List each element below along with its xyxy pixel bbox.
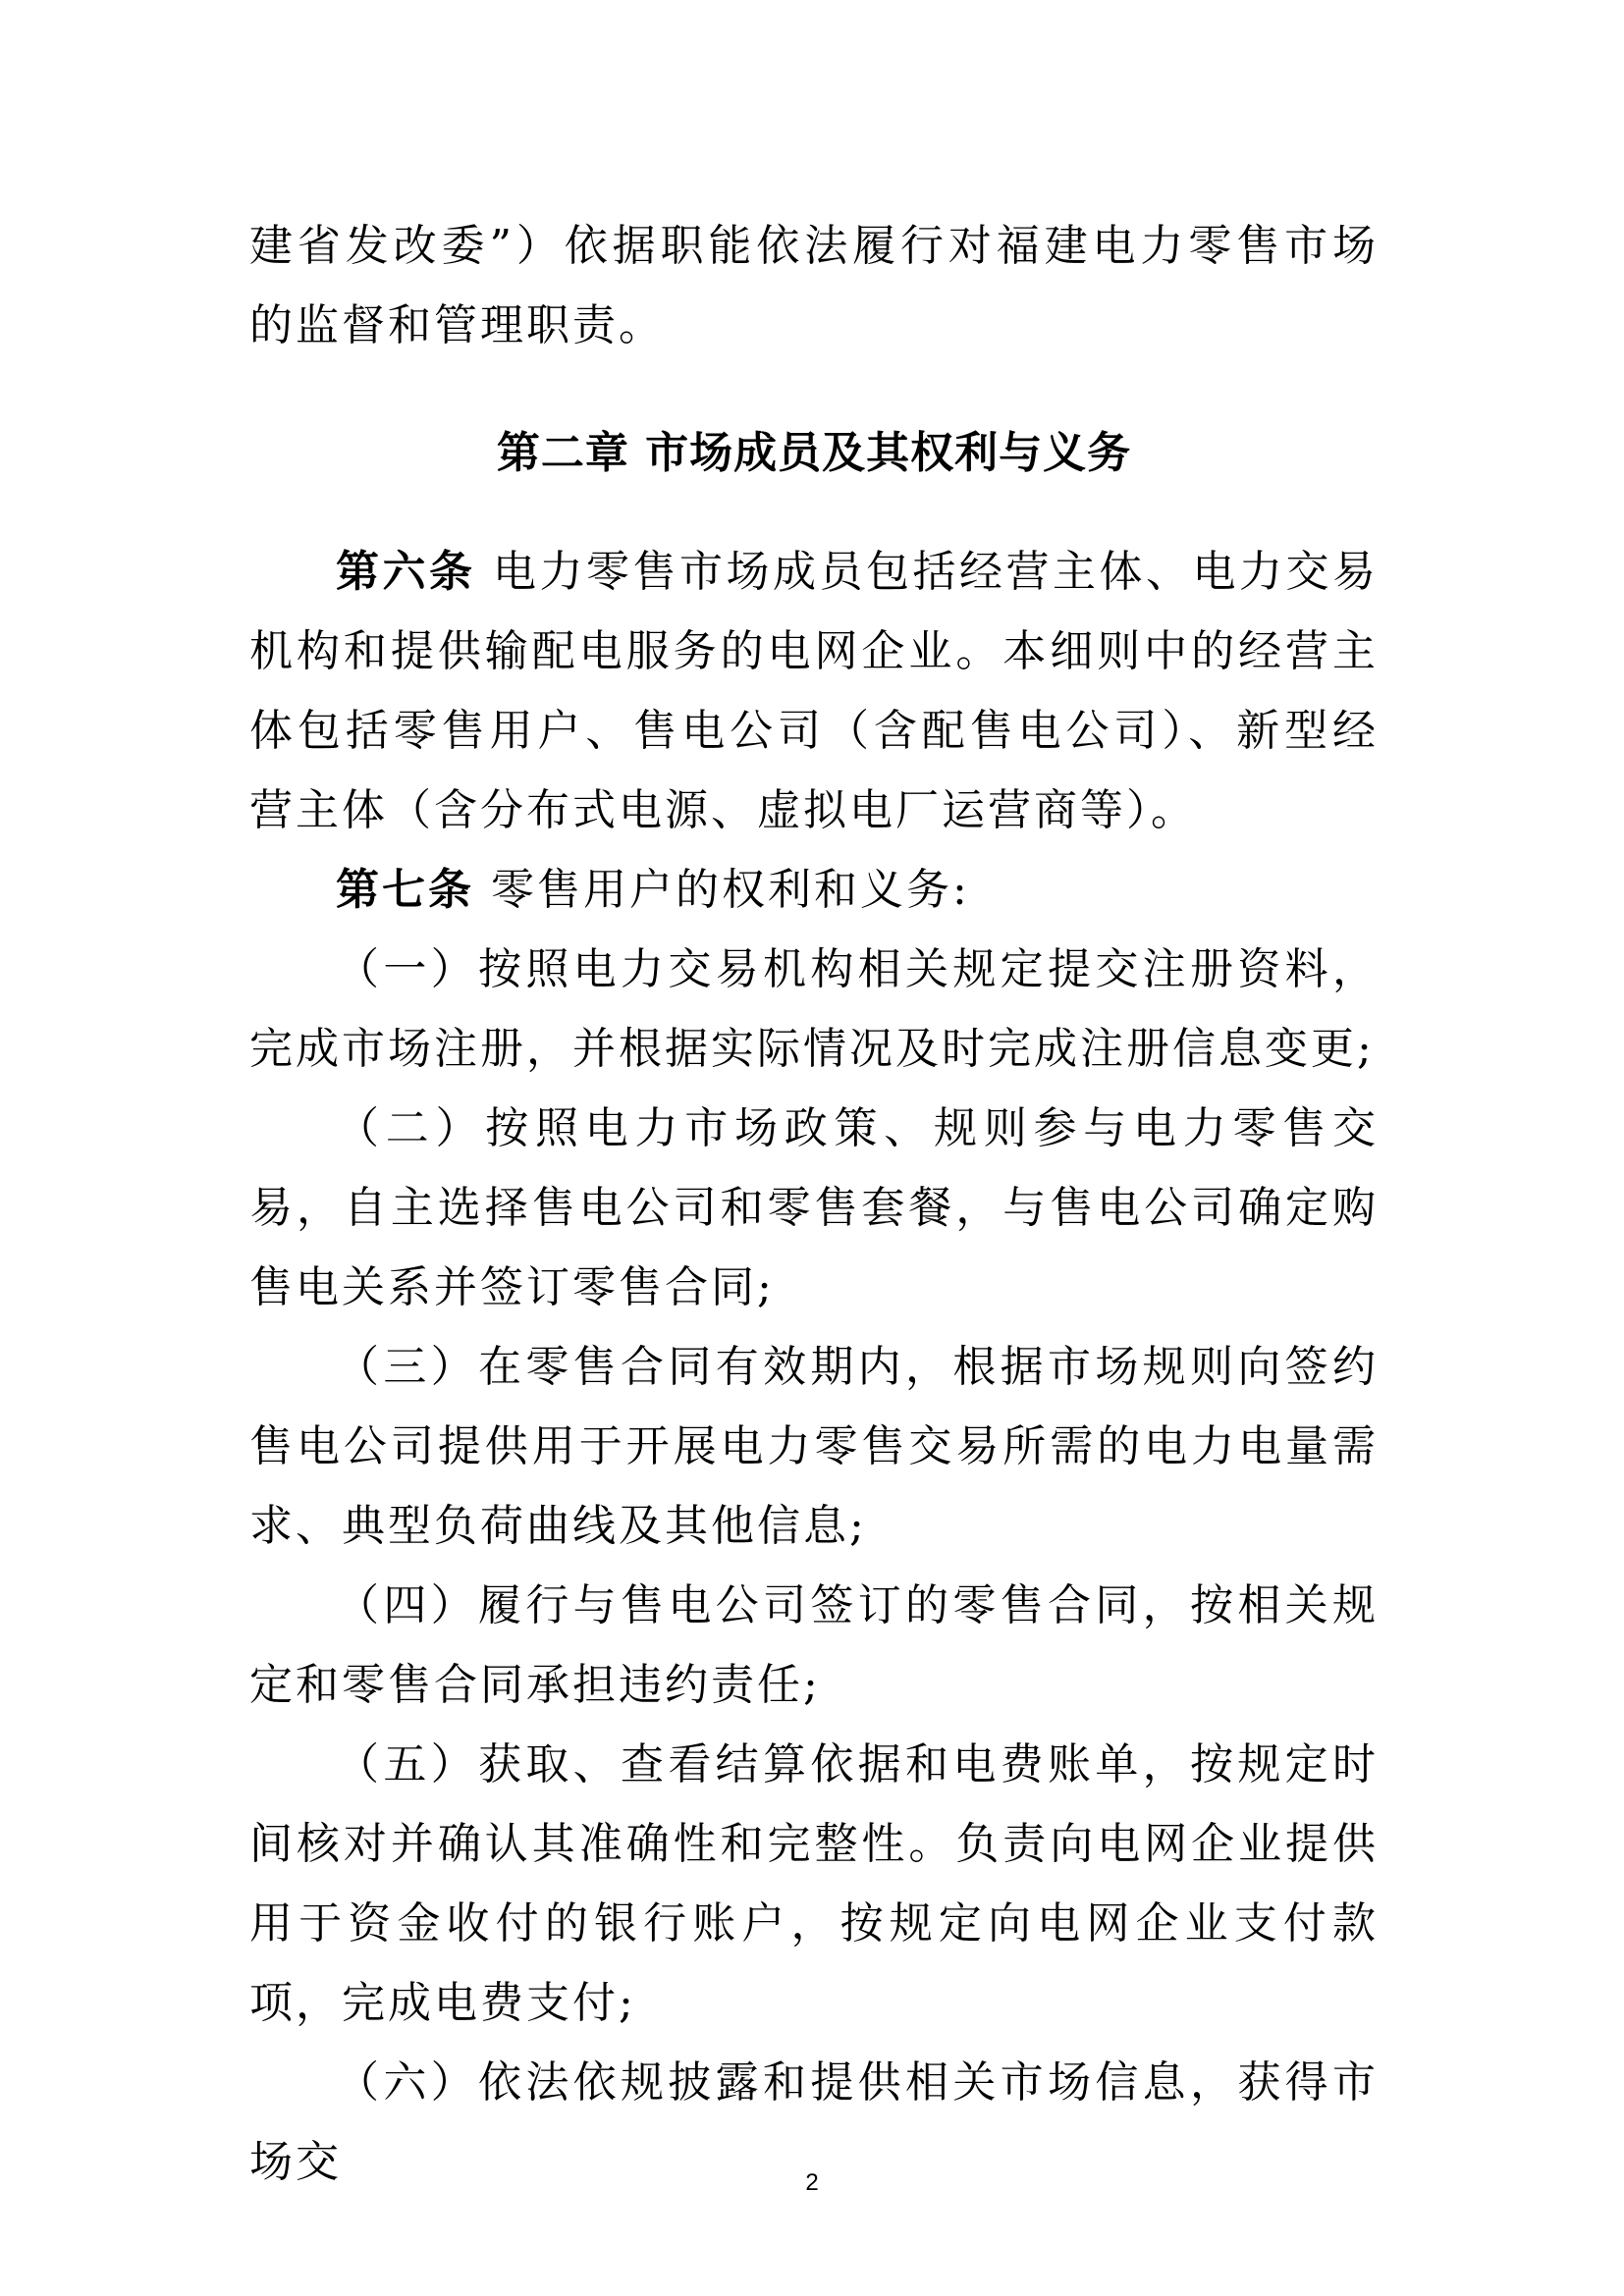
list-item: （四）履行与售电公司签订的零售合同，按相关规定和零售合同承担违约责任; (249, 1580, 1379, 1710)
list-item: （一）按照电力交易机构相关规定提交注册资料，完成市场注册，并根据实际情况及时完成注册信息变更; (249, 944, 1379, 1074)
list-item: （二）按照电力市场政策、规则参与电力零售交易，自主选择售电公司和零售套餐，与售电公司确定购售电关系并签订零售合同; (249, 1103, 1379, 1312)
article-7-label: 第七条 (336, 865, 474, 915)
list-item: （五）获取、查看结算依据和电费账单，按规定时间核对并确认其准确性和完整性。负责向电网企业提供用于资金收付的银行账户，按规定向电网企业支付款项，完成电费支付; (249, 1739, 1379, 2028)
article-6 (249, 532, 1379, 850)
document-page (249, 206, 1379, 2202)
list-item: （三）在零售合同有效期内，根据市场规则向签约售电公司提供用于开展电力零售交易所需的电力电量需求、典型负荷曲线及其他信息; (249, 1342, 1379, 1551)
chapter-title: 第二章 市场成员及其权利与义务 (496, 428, 1132, 478)
page-number: 2 (805, 2169, 819, 2196)
article-7 (249, 850, 1379, 930)
intro-paragraph: 建省发改委”）依据职能依法履行对福建电力零售市场的监督和管理职责。 (249, 221, 1379, 350)
article-6-label: 第六条 (336, 547, 476, 597)
article-6-text: 电力零售市场成员包括经营主体、电力交易机构和提供输配电服务的电网企业。本细则中的经营主体包括零售用户、售电公司（含配售电公司）、新型经营主体（含分布式电源、虚拟电厂运营商等）。 (249, 547, 1379, 835)
article-7-text: 零售用户的权利和义务: (474, 865, 970, 915)
list-item: （六）依法依规披露和提供相关市场信息，获得市场交 (249, 2057, 1379, 2187)
